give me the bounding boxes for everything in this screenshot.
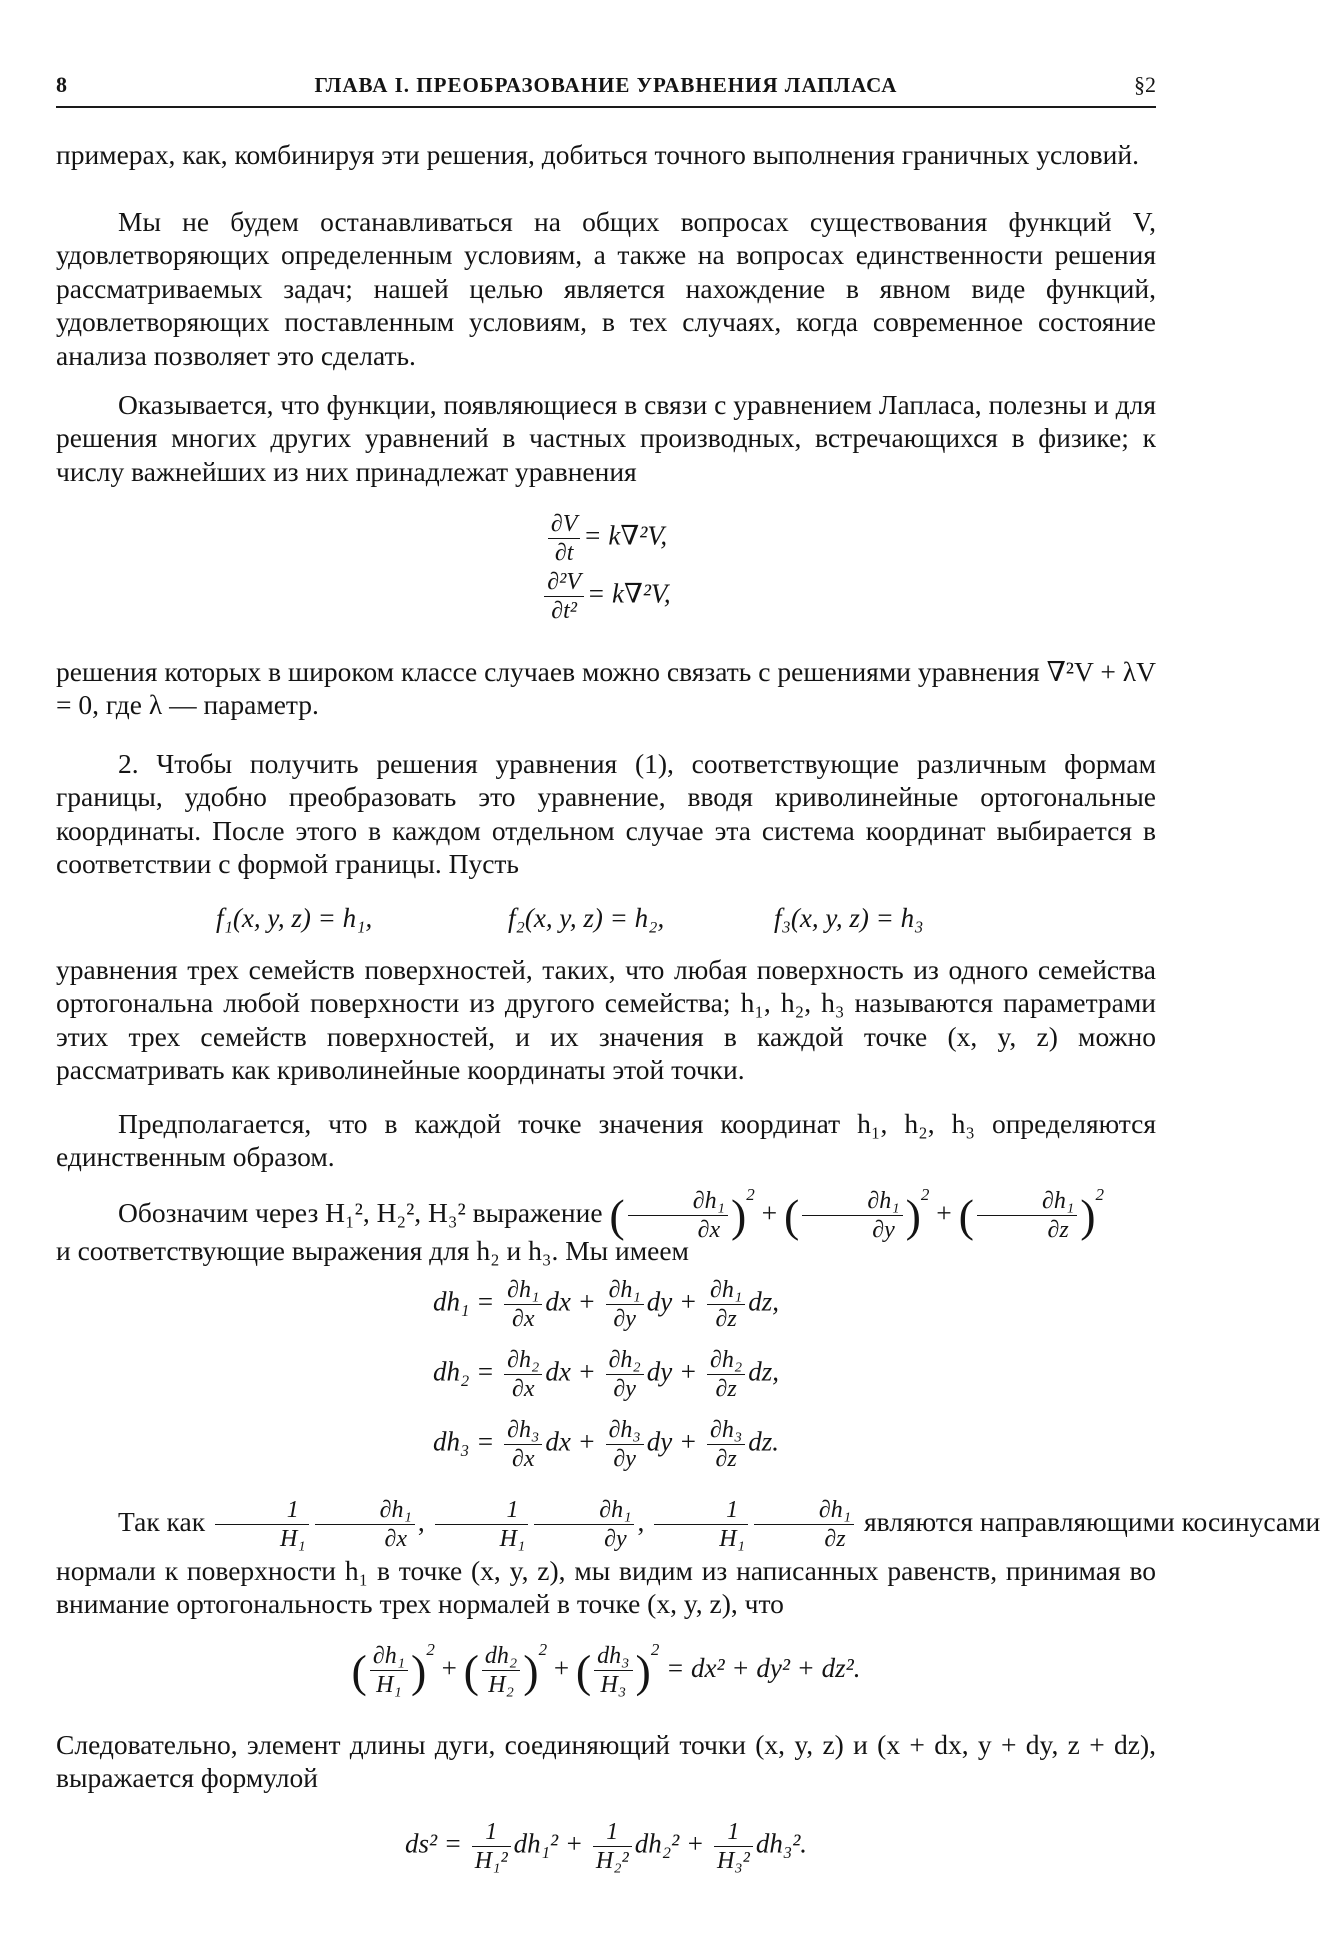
- page-number: 8: [56, 72, 67, 97]
- dh2-equation: dh₂ = $\frac{\text{∂h₂}}{\partial x}$ dx + $\frac{\text{∂h₂}}{\partial y}$ dy + $\frac{\text{∂h₂}}{\partial z}$ dz,: [433, 1347, 779, 1402]
- paragraph-5: 2. Чтобы получить решения уравнения (1), соответствующие различным формам границы, удобно преобразовать это уравнение, вводя криволинейные ортогональные координаты. После этого в каждом отдельном случае эта система координат выбирается в соответствии с формой границы. Пусть: [56, 748, 1156, 880]
- paragraph-9-line-1: Так как $\frac{1}{\text{H₁}}$ $\frac{\text{∂h₁}}{\partial x}$ , $\frac{1}{\text{H₁}}$ $\frac{\text{∂h₁}}{\partial y}$ , $\frac{1}{\text{H₁}}$ $\frac{\text{∂h₁}}{\partial z}$ являются направляющими косинусами: [118, 1497, 1320, 1552]
- arc-length-equation: ds² = $\frac{1}{\text{H₁²}}$ dh₁² + $\frac{1}{\text{H₂²}}$ dh₂² + $\frac{1}{\text{H₃²}}$ dh₃².: [404, 1819, 808, 1874]
- paragraph-9-line-2: нормали к поверхности h₁ в точке (x, y, z), мы видим из написанных равенств, принимая во внимание ортогональность трех нормалей в точке (x, y, z), что: [56, 1555, 1156, 1620]
- running-header: [56, 72, 1156, 108]
- surface-2: f₂(x, y, z) = h₂,: [508, 903, 665, 933]
- dh3-equation: dh₃ = $\frac{\text{∂h₃}}{\partial x}$ dx + $\frac{\text{∂h₃}}{\partial y}$ dy + $\frac{\text{∂h₃}}{\partial z}$ dz.: [433, 1417, 779, 1472]
- paragraph-2: Мы не будем останавливаться на общих вопросах существования функций V, удовлетворяющих определенным условиям, а также на вопросах единственности решения рассматриваемых задач; нашей целью является нахождение в явном виде функций, удовлетворяющих поставленным условиям, в тех случаях, когда современное состояние анализа позволяет это сделать.: [56, 206, 1156, 371]
- paragraph-10: Следовательно, элемент длины дуги, соединяющий точки (x, y, z) и (x + dx, y + dy, z + dz), выражается формулой: [56, 1729, 1156, 1794]
- fraction: $\frac{\partial V}{\partial t}$: [548, 510, 581, 567]
- section-marker: §2: [1134, 72, 1156, 97]
- paragraph-8-line-1: Обозначим через H₁², H₂², H₃² выражение ( $\frac{\text{∂h₁}}{\partial x}$ )$^2$ + ( $\frac{\text{∂h₁}}{\partial y}$ )$^2$ + ( $\frac{\text{∂h₁}}{\partial z}$ )$^2$: [118, 1185, 1105, 1244]
- surface-3: f₃(x, y, z) = h₃: [774, 903, 924, 933]
- paragraph-8-line-2: и соответствующие выражения для h₂ и h₃. Мы имеем: [56, 1235, 689, 1266]
- paragraph-1: примерах, как, комбинируя эти решения, добиться точного выполнения граничных условий.: [56, 139, 1139, 170]
- surface-1: f₁(x, y, z) = h₁,: [216, 903, 373, 933]
- heat-equation: $\frac{\partial V}{\partial t}$ = k∇²V,: [56, 510, 1156, 567]
- wave-equation: $\frac{\text{∂²V}}{\text{∂t²}}$ = k∇²V,: [56, 568, 1156, 625]
- coordinate-surfaces: [56, 903, 1156, 937]
- paragraph-4: решения которых в широком классе случаев можно связать с решениями уравнения ∇²V + λV = 0, где λ — параметр.: [56, 656, 1156, 721]
- paragraph-7: Предполагается, что в каждой точке значения координат h₁, h₂, h₃ определяются единственным образом.: [56, 1108, 1156, 1173]
- fraction: $\frac{\text{∂²V}}{\text{∂t²}}$: [544, 568, 584, 625]
- chapter-title: ГЛАВА I. ПРЕОБРАЗОВАНИЕ УРАВНЕНИЯ ЛАПЛАСА: [314, 73, 898, 97]
- paragraph-6: уравнения трех семейств поверхностей, таких, что любая поверхность из одного семейства ортогональна любой поверхности из другого семейства; h₁, h₂, h₃ называются параметрами этих трех семейств поверхностей, и их значения в каждой точке (x, y, z) можно рассматривать как криволинейные координаты этой точки.: [56, 954, 1156, 1086]
- book-page: [56, 0, 1320, 1940]
- dh1-equation: dh₁ = $\frac{\text{∂h₁}}{\partial x}$ dx + $\frac{\text{∂h₁}}{\partial y}$ dy + $\frac{\text{∂h₁}}{\partial z}$ dz,: [433, 1277, 779, 1332]
- orthogonality-equation: ( $\frac{\text{∂h₁}}{\text{H₁}}$ )$^2$ + ( $\frac{\text{dh₂}}{\text{H₂}}$ )$^2$ + ( $\frac{\text{dh₃}}{\text{H₃}}$ )$^2$ = dx² + dy² + dz².: [351, 1640, 861, 1699]
- paragraph-3: Оказывается, что функции, появляющиеся в связи с уравнением Лапласа, полезны и для решения многих других уравнений в частных производных, встречающихся в физике; к числу важнейших из них принадлежат уравнения: [56, 389, 1156, 487]
